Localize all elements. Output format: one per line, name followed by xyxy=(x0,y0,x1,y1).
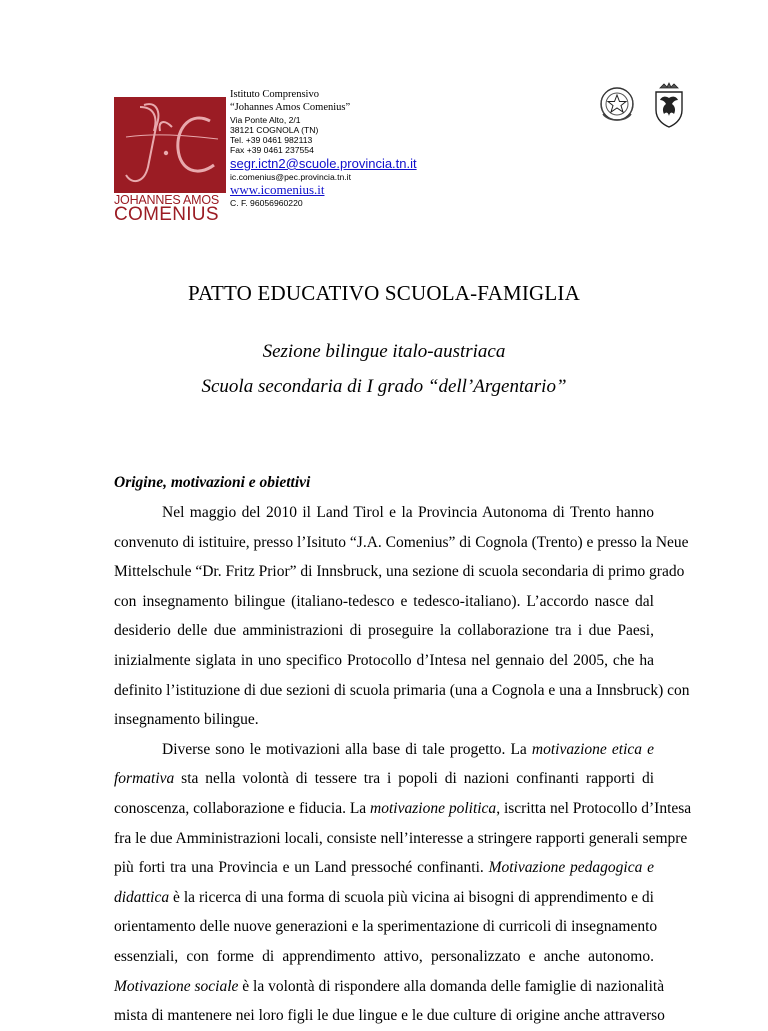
document-title: PATTO EDUCATIVO SCUOLA-FAMIGLIA xyxy=(188,281,580,305)
paragraph-line: orientamento delle nuove generazioni e la sperimentazione di curricoli di insegnamento xyxy=(114,918,658,936)
paragraph-line: inizialmente siglata in uno specifico Protocollo d’Intesa nel gennaio del 2005, che ha xyxy=(114,651,654,669)
italian-republic-emblem-icon xyxy=(598,84,636,124)
email-link[interactable]: segr.ictn2@scuole.provincia.tn.it xyxy=(230,155,417,171)
paragraph-line: Motivazione sociale è la volontà di rispondere alla domanda delle famiglie di nazionalità xyxy=(114,977,665,995)
paragraph-line: desiderio delle due amministrazioni di proseguire la collaborazione tra i due Paesi, xyxy=(114,622,654,640)
paragraph-line: conoscenza, collaborazione e fiducia. La motivazione politica, iscritta nel Protocollo d’Intesa xyxy=(114,799,692,817)
institute-type: Istituto Comprensivo xyxy=(230,89,319,100)
paragraph-line: insegnamento bilingue. xyxy=(114,711,259,729)
paragraph-line: formativa sta nella volontà di tessere tra i popoli di nazioni confinanti rapporti di xyxy=(114,770,654,788)
paragraph-line: fra le due Amministrazioni locali, consiste nell’interesse a stringere rapporti generali sempre xyxy=(114,829,688,847)
paragraph-line: essenziali, con forme di apprendimento attivo, personalizzato e anche autonomo. xyxy=(114,947,654,965)
trento-province-coat-of-arms-icon xyxy=(654,82,684,128)
logo-monogram-icon xyxy=(114,97,226,193)
school-logo xyxy=(114,97,226,227)
paragraph-line: Mittelschule “Dr. Fritz Prior” di Innsbruck, una sezione di scuola secondaria di primo grado xyxy=(114,563,685,581)
logo-text-line1: JOHANNES AMOS xyxy=(114,193,220,207)
website-link[interactable]: www.icomenius.it xyxy=(230,182,325,198)
paragraph-line: Diverse sono le motivazioni alla base di tale progetto. La motivazione etica e xyxy=(162,740,655,758)
subtitle-school: Scuola secondaria di I grado “dell’Argentario” xyxy=(201,376,567,397)
paragraph-line: con insegnamento bilingue (italiano-tedesco e tedesco-italiano). L’accordo nasce dal xyxy=(114,592,654,610)
logo-text-line2: COMENIUS xyxy=(114,204,219,225)
institute-name: “Johannes Amos Comenius” xyxy=(230,101,351,113)
tax-code: C. F. 96056960220 xyxy=(230,198,303,209)
paragraph-line: didattica è la ricerca di una forma di scuola più vicina ai bisogni di apprendimento e di xyxy=(114,888,654,906)
paragraph-line: definito l’istituzione di due sezioni di scuola primaria (una a Cognola e una a Innsbruck) con xyxy=(114,681,690,699)
subtitle-section: Sezione bilingue italo-austriaca xyxy=(262,341,506,362)
section-heading: Origine, motivazioni e obiettivi xyxy=(114,474,311,491)
address: Via Ponte Alto, 2/1 xyxy=(230,115,301,125)
paragraph-line: Nel maggio del 2010 il Land Tirol e la Provincia Autonoma di Trento hanno xyxy=(162,504,654,521)
pec-email: ic.comenius@pec.provincia.tn.it xyxy=(230,171,351,182)
body-text xyxy=(114,498,692,1031)
paragraph-line: convenuto di istituire, presso l’Isituto “J.A. Comenius” di Cognola (Trento) e presso la Neue xyxy=(114,533,689,551)
city: 38121 COGNOLA (TN) xyxy=(230,125,319,136)
fax: Fax +39 0461 237554 xyxy=(230,145,314,156)
phone: Tel. +39 0461 982113 xyxy=(230,135,313,146)
logo-mark xyxy=(114,97,226,193)
contact-block xyxy=(230,90,490,210)
paragraph-line: mista di mantenere nei loro figli le due lingue e le due culture di origine anche attraverso xyxy=(114,1007,665,1025)
paragraph-line: più forti tra una Provincia e un Land pressoché confinanti. Motivazione pedagogica e xyxy=(114,859,654,877)
